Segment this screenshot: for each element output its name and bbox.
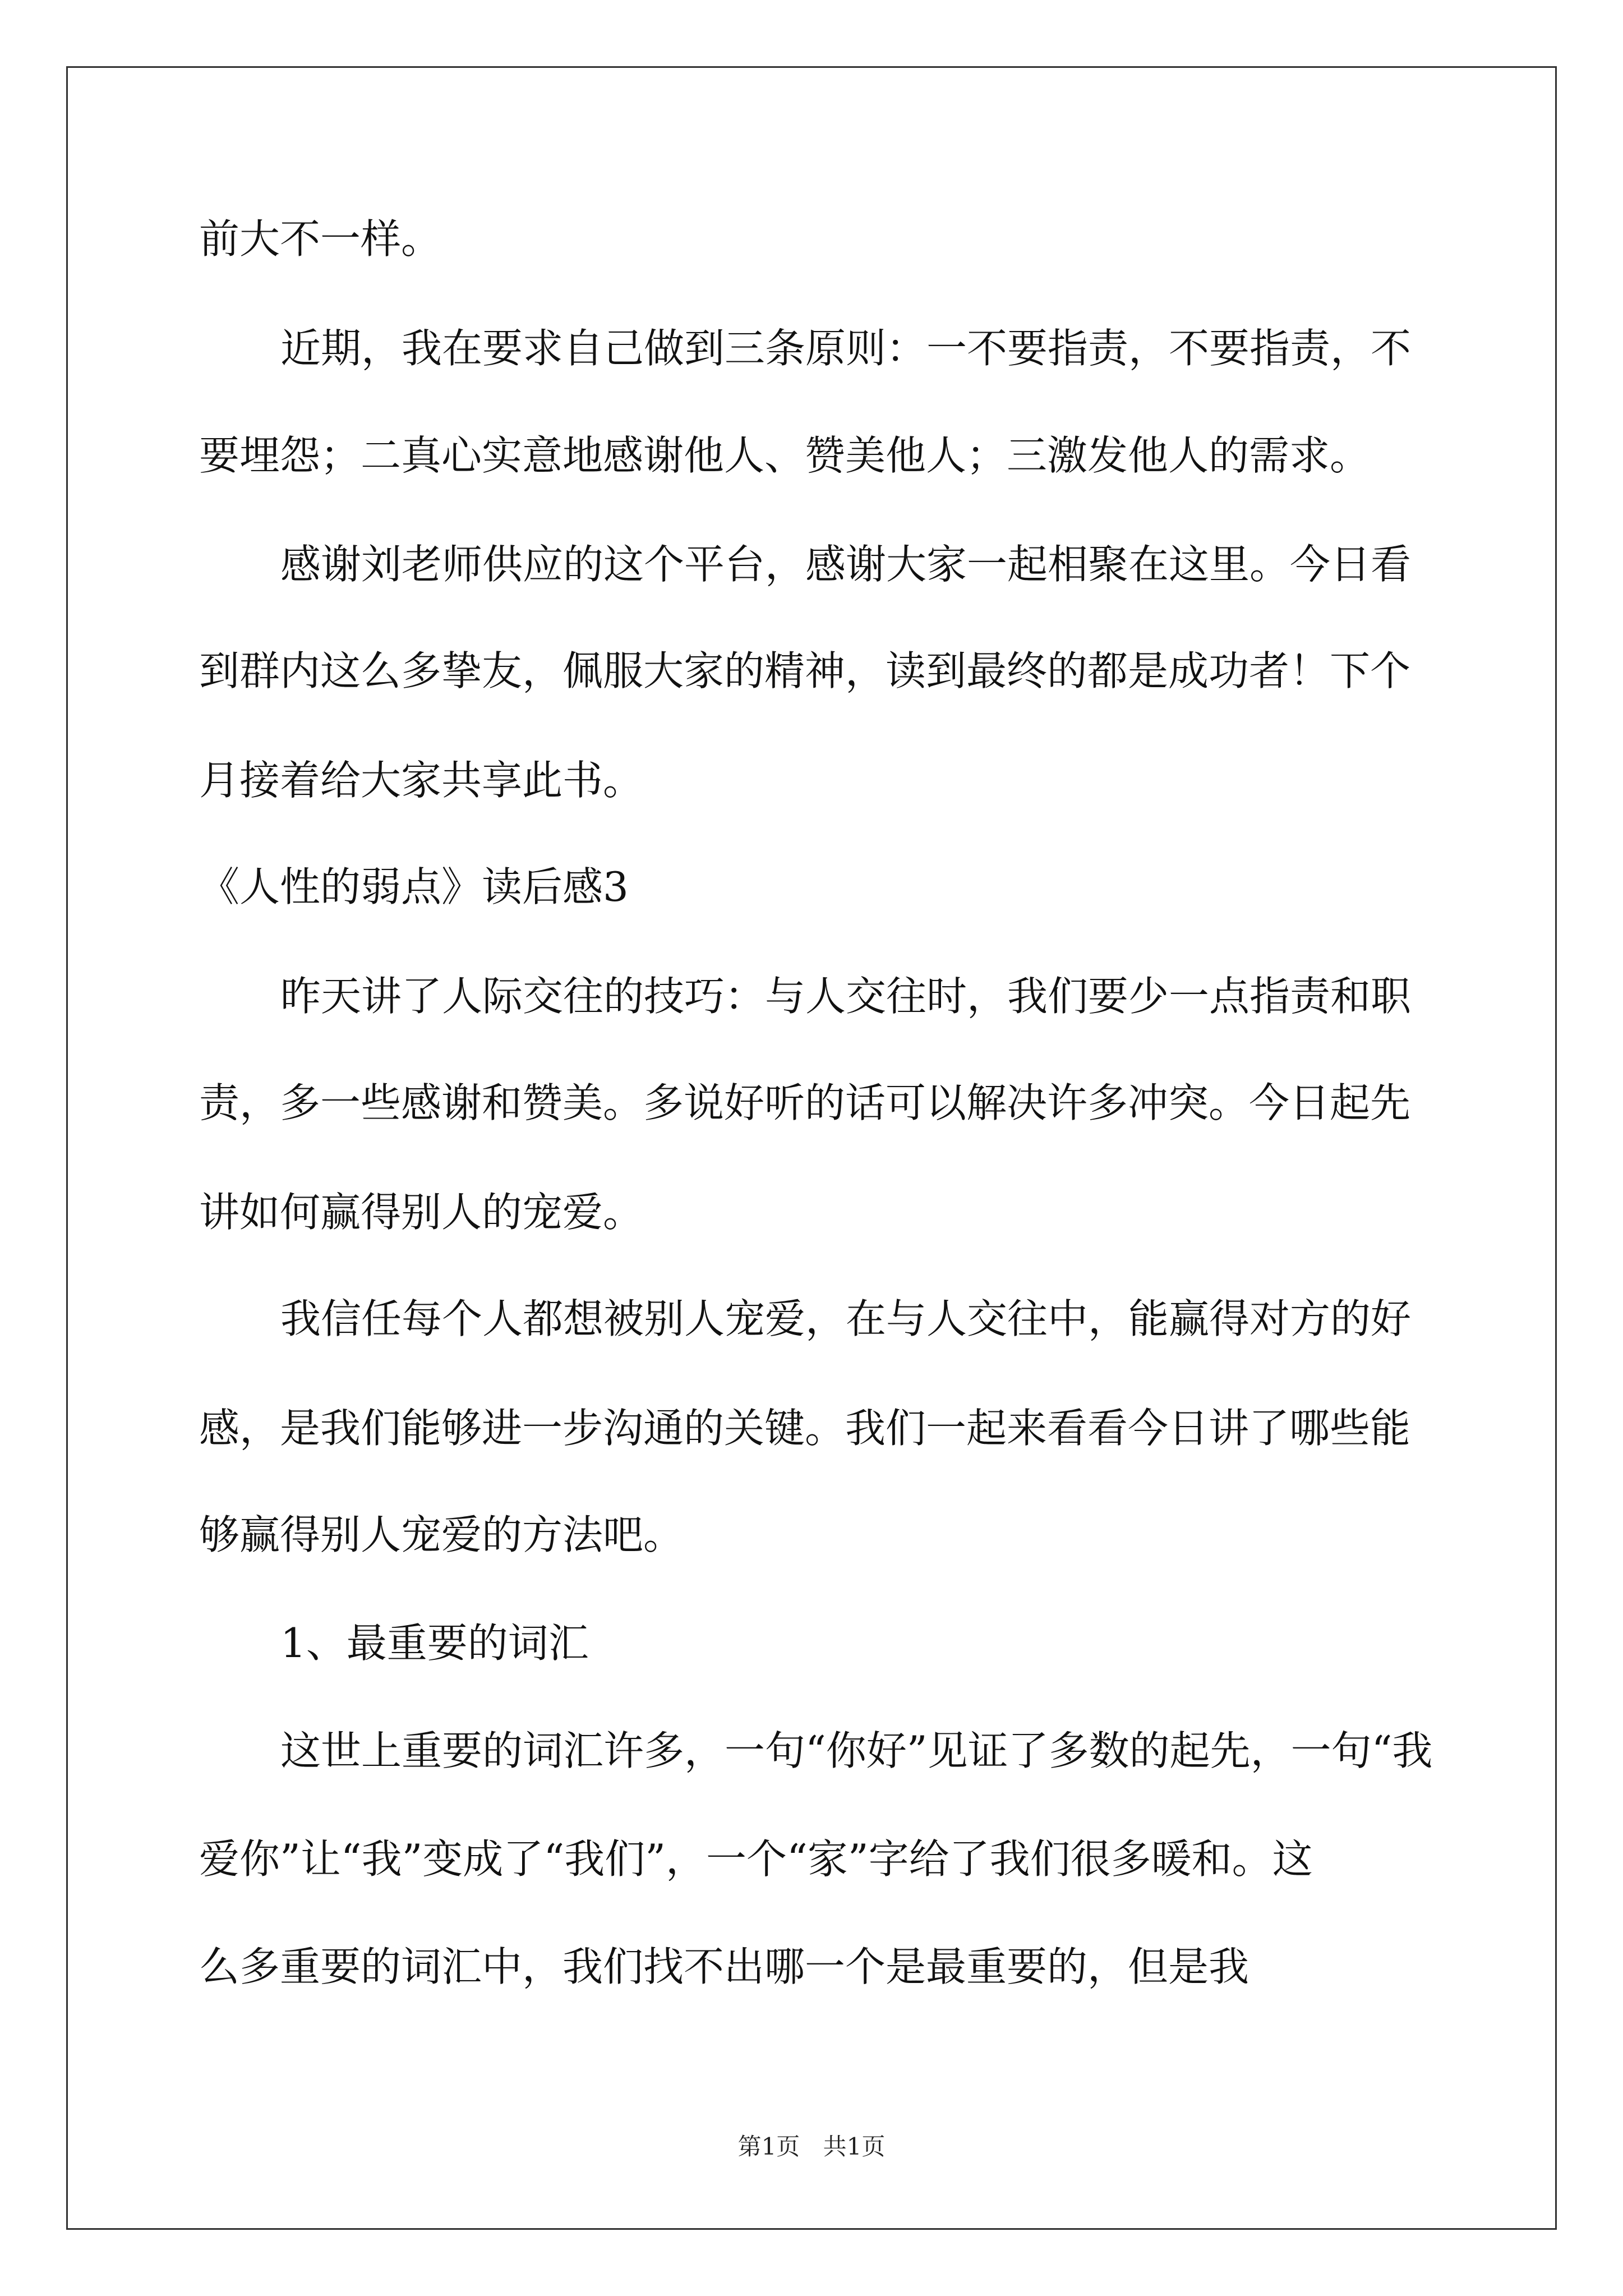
page-total: 共1页 [823, 2133, 886, 2160]
text-line: 要埋怨；二真心实意地感谢他人、赞美他人；三激发他人的需求。 [199, 432, 1371, 479]
text-line: 么多重要的词汇中，我们找不出哪一个是最重要的，但是我 [199, 1943, 1249, 1990]
section-heading: 《人性的弱点》读后感3 [199, 863, 629, 910]
text-line: 我信任每个人都想被别人宠爱，在与人交往中，能赢得对方的好 [280, 1295, 1412, 1342]
page-number: 第1页 [737, 2133, 800, 2160]
text-line: 前大不一样。 [199, 215, 442, 263]
text-line: 爱你”让“我”变成了“我们”，一个“家”字给了我们很多暖和。这 [199, 1835, 1313, 1883]
text-line: 感，是我们能够进一步沟通的关键。我们一起来看看今日讲了哪些能 [199, 1405, 1411, 1452]
text-line: 责，多一些感谢和赞美。多说好听的话可以解决许多冲突。今日起先 [199, 1079, 1411, 1126]
text-line: 够赢得别人宠爱的方法吧。 [199, 1511, 684, 1558]
text-line: 讲如何赢得别人的宠爱。 [199, 1189, 644, 1236]
text-line: 昨天讲了人际交往的技巧：与人交往时，我们要少一点指责和职 [280, 973, 1412, 1020]
page-footer [0, 2135, 1623, 2159]
text-line: 月接着给大家共享此书。 [199, 757, 644, 804]
text-line: 到群内这么多挚友，佩服大家的精神，读到最终的都是成功者！下个 [199, 647, 1411, 694]
text-line: 近期，我在要求自己做到三条原则：一不要指责，不要指责，不 [280, 325, 1412, 372]
text-line: 这世上重要的词汇许多，一句“你好”见证了多数的起先，一句“我 [280, 1727, 1433, 1774]
list-heading: 1、最重要的词汇 [280, 1619, 589, 1667]
text-line: 感谢刘老师供应的这个平台，感谢大家一起相聚在这里。今日看 [280, 541, 1412, 588]
page-border [66, 66, 1557, 2230]
